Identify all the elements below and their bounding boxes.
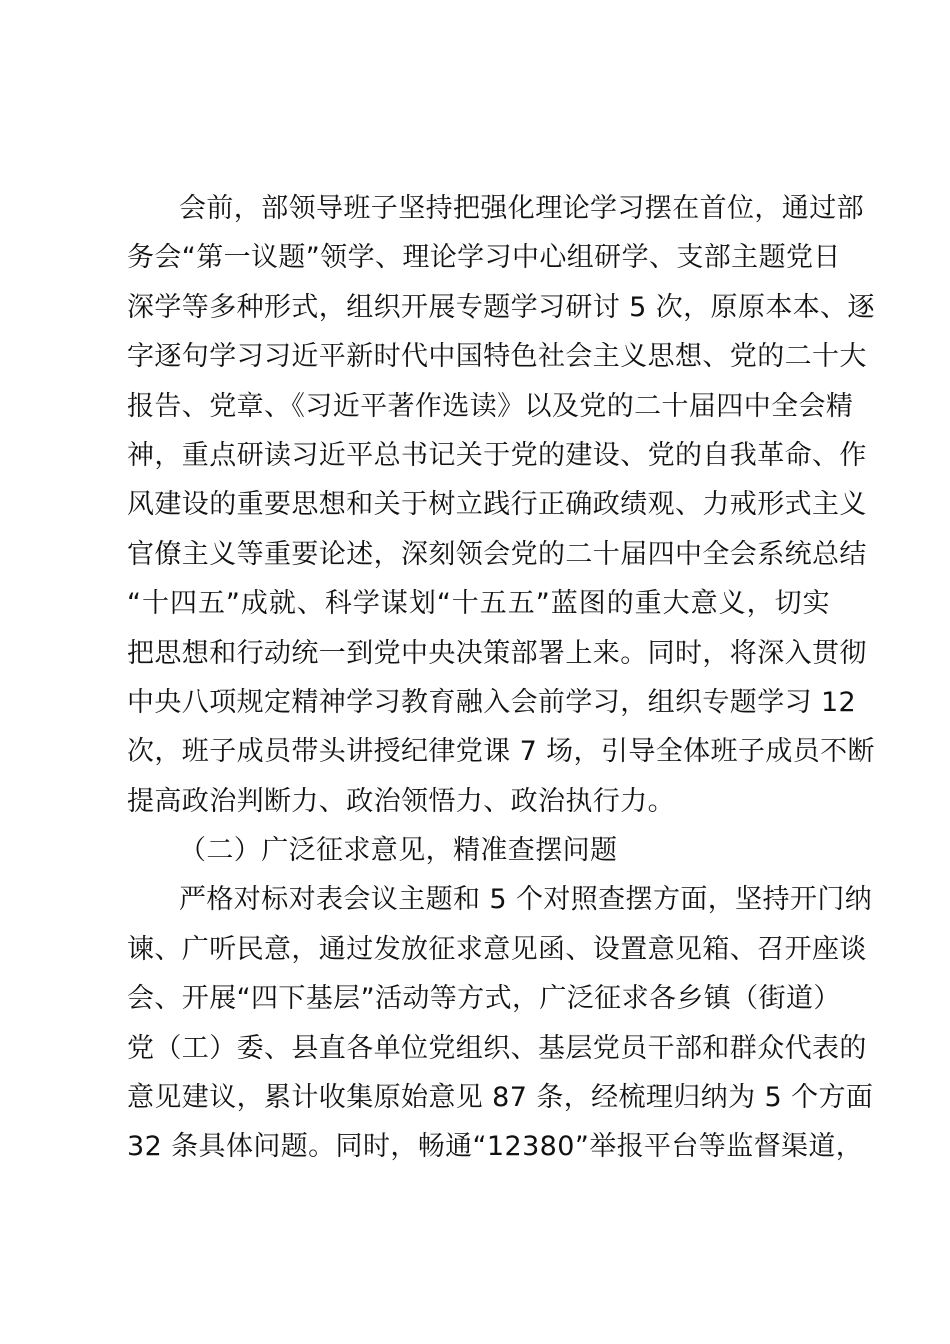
text-line: 谏、广听民意，通过发放征求意见函、设置意见箱、召开座谈: [127, 933, 867, 965]
text-line: 中央八项规定精神学习教育融入会前学习，组织专题学习 12: [127, 686, 857, 718]
text-line: 意见建议，累计收集原始意见 87 条，经梳理归纳为 5 个方面: [127, 1082, 874, 1114]
text-line: 次，班子成员带头讲授纪律党课 7 场，引导全体班子成员不断: [127, 736, 875, 768]
text-line: 务会“第一议题”领学、理论学习中心组研学、支部主题党日: [127, 242, 841, 274]
text-line: 深学等多种形式，组织开展专题学习研讨 5 次，原原本本、逐: [127, 291, 875, 323]
text-line: 神，重点研读习近平总书记关于党的建设、党的自我革命、作: [127, 439, 867, 471]
text-line: 会前，部领导班子坚持把强化理论学习摆在首位，通过部: [179, 193, 864, 224]
heading-line: （二）广泛征求意见，精准查摆问题: [179, 835, 618, 867]
text-line: 32 条具体问题。同时，畅通“12380”举报平台等监督渠道，: [127, 1131, 864, 1163]
text-line: 把思想和行动统一到党中央决策部署上来。同时，将深入贯彻: [127, 637, 867, 669]
text-line: 严格对标对表会议主题和 5 个对照查摆方面，坚持开门纳: [179, 884, 873, 916]
text-line: 报告、党章、《习近平著作选读》以及党的二十届四中全会精: [127, 390, 854, 422]
paragraph-soliciting-opinions: [127, 875, 874, 1171]
text-line: “十四五”成就、科学谋划“十五五”蓝图的重大意义，切实: [127, 588, 830, 620]
text-line: 党（工）委、县直各单位党组织、基层党员干部和群众代表的: [127, 1032, 867, 1064]
document-page: [127, 184, 875, 1172]
text-line: 风建设的重要思想和关于树立践行正确政绩观、力戒形式主义: [127, 489, 867, 521]
text-line: 提高政治判断力、政治领悟力、政治执行力。: [127, 785, 675, 817]
paragraph-meeting-preparation: [127, 184, 875, 826]
text-line: 官僚主义等重要论述，深刻领会党的二十届四中全会系统总结: [127, 538, 867, 570]
text-line: 字逐句学习习近平新时代中国特色社会主义思想、党的二十大: [127, 341, 867, 373]
section-heading: [127, 826, 830, 875]
text-line: 会、开展“四下基层”活动等方式，广泛征求各乡镇（街道）: [127, 983, 841, 1015]
